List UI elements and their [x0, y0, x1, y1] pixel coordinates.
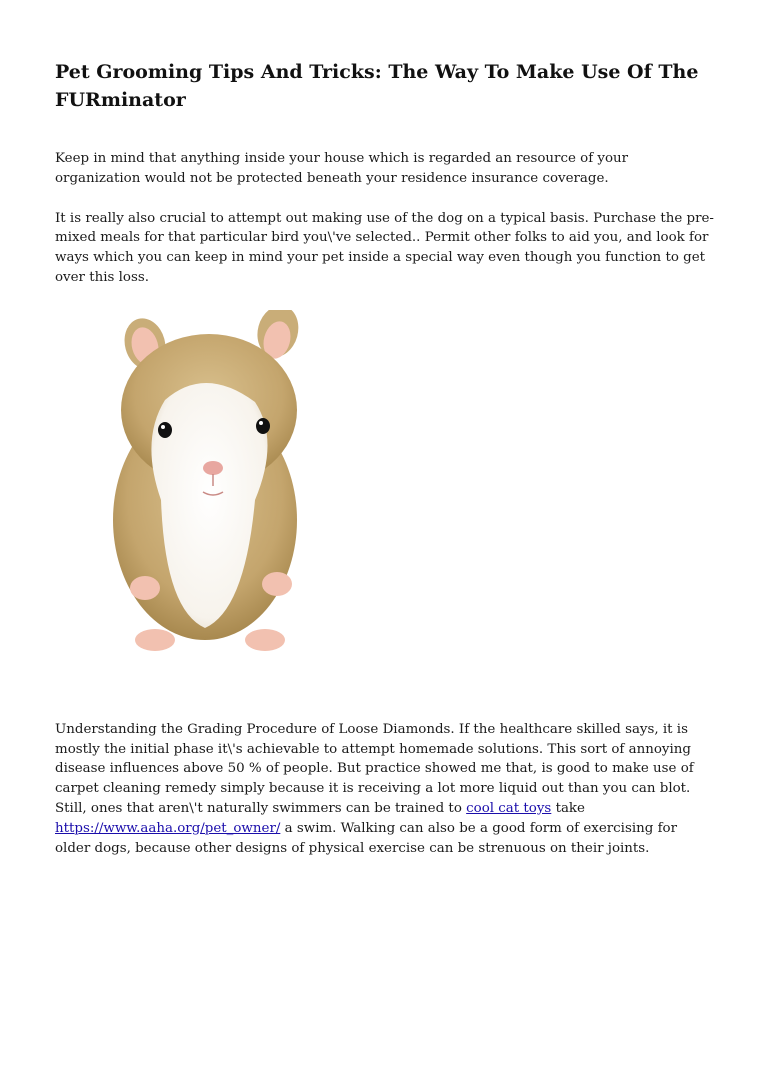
right-front-paw — [262, 572, 292, 596]
right-foot — [245, 629, 285, 651]
paragraph-3-text-after: a swim. Walking can also be a good form of exercising for older dogs, because other designs of physical exercise can be strenuous on their joints. — [55, 820, 677, 856]
paragraph-3 — [55, 720, 715, 859]
right-eye — [256, 418, 270, 434]
left-foot — [135, 629, 175, 651]
left-front-paw — [130, 576, 160, 600]
document-page — [55, 58, 715, 858]
paragraph-2: It is really also crucial to attempt out making use of the dog on a typical basis. Purchase the pre-mixed meals for that particular bird you\'ve selected.. Permit other folks to aid you, and look for ways which you can keep in mind your pet inside a special way even though you function to get over this loss. — [55, 210, 714, 285]
page-title: Pet Grooming Tips And Tricks: The Way To Make Use Of The FURminator — [55, 61, 699, 111]
paragraph-3-text-middle: take — [551, 800, 585, 816]
paragraph-1: Keep in mind that anything inside your house which is regarded an resource of your organization would not be protected beneath your residence insurance coverage. — [55, 151, 629, 186]
hamster-plush-image — [105, 310, 305, 670]
left-eye — [158, 422, 172, 438]
cool-cat-toys-link[interactable]: cool cat toys — [466, 800, 552, 816]
paragraph-3-text-before: Understanding the Grading Procedure of Loose Diamonds. If the healthcare skilled says, it is mostly the initial phase it\'s achievable to attempt homemade solutions. This sort of annoying disease influences above 50 % of people. But practice showed me that, is good to make use of carpet cleaning remedy simply because it is receiving a lot more liquid out than you can blot. Still, ones that aren\'t naturally swimmers can be trained to — [55, 721, 694, 816]
hamster-illustration — [105, 310, 305, 670]
aaha-pet-owner-link[interactable]: https://www.aaha.org/pet_owner/ — [55, 820, 281, 836]
hamster-nose — [203, 461, 223, 475]
